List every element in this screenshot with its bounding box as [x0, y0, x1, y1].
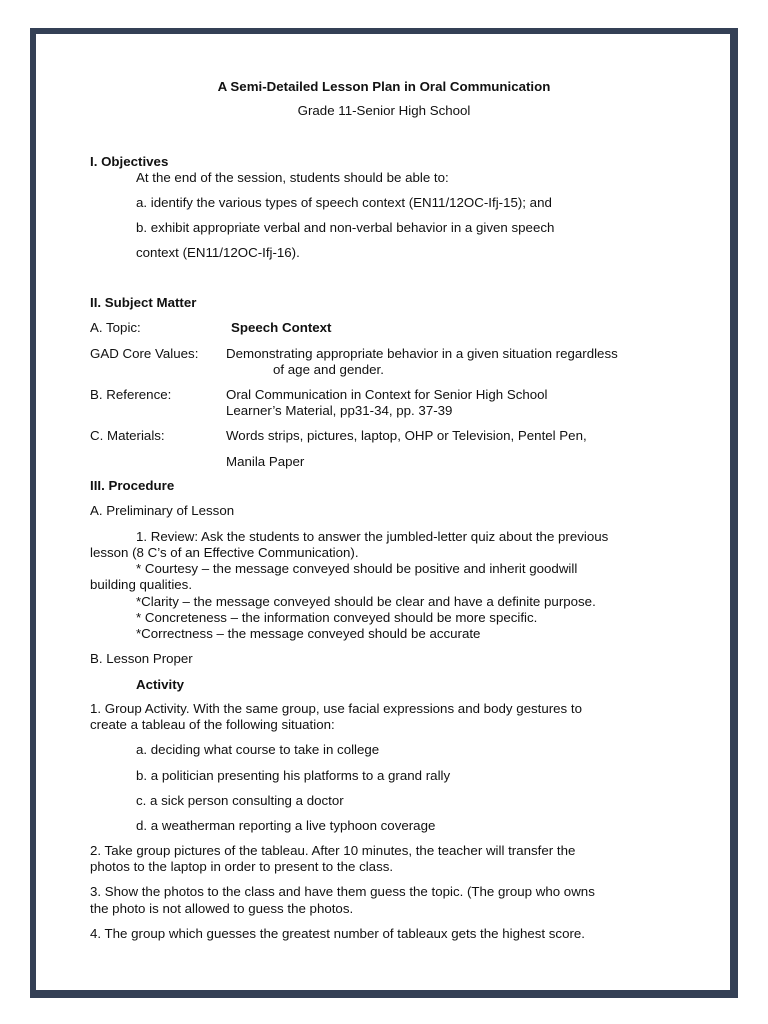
materials-line2: Manila Paper	[226, 454, 305, 469]
objective-b-line1: b. exhibit appropriate verbal and non-verbal behavior in a given speech	[136, 220, 555, 235]
document-subtitle: Grade 11-Senior High School	[297, 103, 471, 118]
gad-line1: Demonstrating appropriate behavior in a given situation regardless	[226, 346, 618, 361]
situation-c: c. a sick person consulting a doctor	[136, 793, 344, 808]
review-line2: lesson (8 C’s of an Effective Communication).	[90, 545, 359, 560]
concreteness-item: * Concreteness – the information conveyed should be more specific.	[136, 610, 538, 625]
reference-label: B. Reference:	[90, 387, 172, 402]
procedure-heading: III. Procedure	[90, 478, 175, 493]
gad-label: GAD Core Values:	[90, 346, 199, 361]
situation-b: b. a politician presenting his platforms to a grand rally	[136, 768, 451, 783]
reference-line2: Learner’s Material, pp31-34, pp. 37-39	[226, 403, 453, 418]
clarity-item: *Clarity – the message conveyed should be clear and have a definite purpose.	[136, 594, 596, 609]
materials-line1: Words strips, pictures, laptop, OHP or Television, Pentel Pen,	[226, 428, 587, 443]
correctness-item: *Correctness – the message conveyed should be accurate	[136, 626, 481, 641]
courtesy-line1: * Courtesy – the message conveyed should be positive and inherit goodwill	[136, 561, 578, 576]
activity-heading: Activity	[136, 677, 185, 692]
reference-line1: Oral Communication in Context for Senior High School	[226, 387, 548, 402]
group-activity-line1: 1. Group Activity. With the same group, use facial expressions and body gestures to	[90, 701, 582, 716]
step3-line1: 3. Show the photos to the class and have them guess the topic. (The group who owns	[90, 884, 595, 899]
subject-matter-heading: II. Subject Matter	[90, 295, 197, 310]
courtesy-line2: building qualities.	[90, 577, 193, 592]
step2-line1: 2. Take group pictures of the tableau. After 10 minutes, the teacher will transfer the	[90, 843, 576, 858]
topic-value: Speech Context	[231, 320, 332, 335]
topic-label: A. Topic:	[90, 320, 141, 335]
step4: 4. The group which guesses the greatest number of tableaux gets the highest score.	[90, 926, 585, 941]
situation-a: a. deciding what course to take in college	[136, 742, 380, 757]
objectives-intro: At the end of the session, students should be able to:	[136, 170, 449, 185]
document-title: A Semi-Detailed Lesson Plan in Oral Communication	[217, 79, 551, 94]
situation-d: d. a weatherman reporting a live typhoon coverage	[136, 818, 436, 833]
review-line1: 1. Review: Ask the students to answer the jumbled-letter quiz about the previous	[136, 529, 609, 544]
objective-a: a. identify the various types of speech context (EN11/12OC-Ifj-15); and	[136, 195, 552, 210]
lesson-proper-heading: B. Lesson Proper	[90, 651, 193, 666]
step3-line2: the photo is not allowed to guess the photos.	[90, 901, 354, 916]
group-activity-line2: create a tableau of the following situation:	[90, 717, 335, 732]
step2-line2: photos to the laptop in order to present to the class.	[90, 859, 394, 874]
objectives-heading: I. Objectives	[90, 154, 169, 169]
materials-label: C. Materials:	[90, 428, 165, 443]
objective-b-line2: context (EN11/12OC-Ifj-16).	[136, 245, 300, 260]
gad-line2: of age and gender.	[273, 362, 384, 377]
preliminary-heading: A. Preliminary of Lesson	[90, 503, 235, 518]
